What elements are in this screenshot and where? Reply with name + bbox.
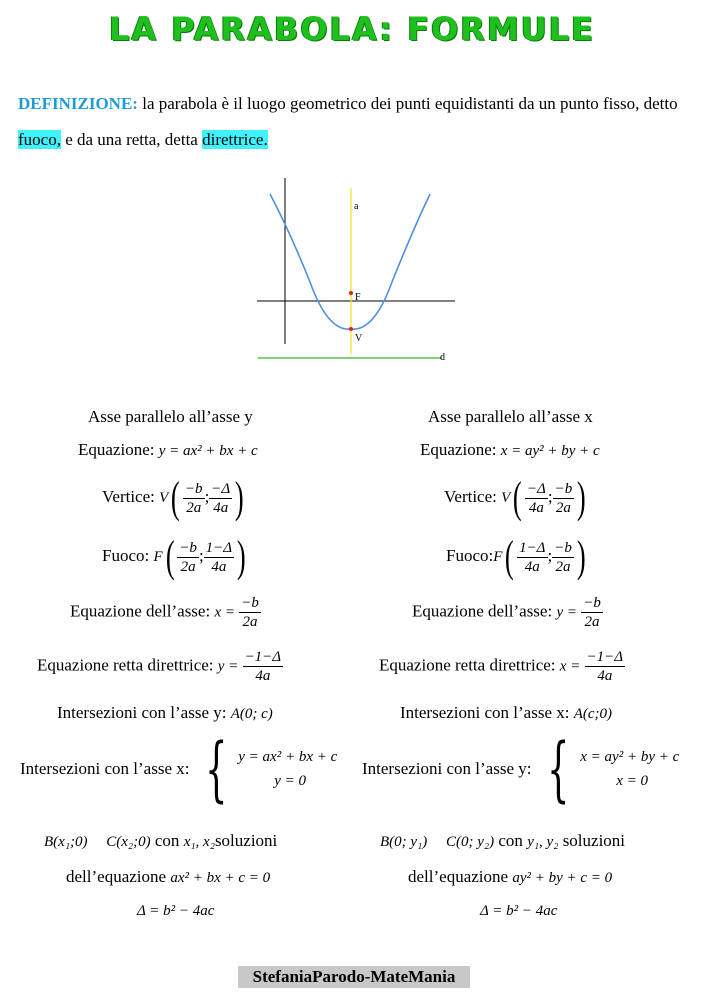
highlight-fuoco: fuoco,	[18, 130, 61, 149]
focus-label: F	[355, 292, 361, 303]
left-intersection-1: Intersezioni con l’asse y: A(0; c)	[57, 703, 273, 722]
page-title: LA PARABOLA: FORMULE	[108, 10, 596, 48]
vertex-point	[349, 327, 353, 331]
left-equation: Equazione: y = ax² + bx + c	[78, 440, 258, 459]
directrix-label: d	[440, 352, 445, 363]
parabola-curve	[270, 194, 430, 329]
right-heading: Asse parallelo all’asse x	[428, 407, 593, 426]
left-focus: Fuoco: F( $\frac{-b}{2a}$ ; $\frac{1-\Delta}{4a}$ )	[102, 532, 246, 581]
right-vertex: Vertice: V( $\frac{-\Delta}{4a}$ ; $\frac{-b}{2a}$ )	[444, 473, 586, 522]
right-equation: Equazione: x = ay² + by + c	[420, 440, 600, 459]
vertex-label: V	[355, 333, 363, 344]
left-axis-equation: Equazione dell’asse: x = $\frac{-b}{2a}$	[70, 595, 259, 630]
right-equation-of: dell’equazione ay² + by + c = 0	[408, 867, 613, 886]
right-roots: B(0; y₁) C(0; y₂) con y₁, y₂ soluzioni	[380, 831, 626, 850]
highlight-direttrice: direttrice.	[202, 130, 268, 149]
focus-point	[349, 291, 353, 295]
right-directrix-equation: Equazione retta direttrice: x = $\frac{-1-\Delta}{4a}$	[379, 649, 624, 684]
footer-author: StefaniaParodo-MateMania	[238, 966, 470, 988]
left-directrix-equation: Equazione retta direttrice: y = $\frac{-1-\Delta}{4a}$	[37, 649, 282, 684]
left-heading: Asse parallelo all’asse y	[88, 407, 253, 426]
right-intersection-1: Intersezioni con l’asse x: A(c;0)	[400, 703, 613, 722]
definition-text-2: e da una retta, detta	[60, 130, 203, 149]
left-equation-of: dell’equazione ax² + bx + c = 0	[66, 867, 271, 886]
right-intersection-2: Intersezioni con l’asse y: { x = ay² + by + c x = 0	[362, 728, 680, 810]
right-delta: Δ = b² − 4ac	[480, 903, 558, 919]
axis-a-label: a	[354, 201, 359, 212]
parabola-graph	[250, 172, 460, 372]
left-vertex: Vertice: V( $\frac{-b}{2a}$ ; $\frac{-\Delta}{4a}$ )	[102, 473, 244, 522]
definition	[18, 86, 694, 158]
definition-text-1: la parabola è il luogo geometrico dei punti equidistanti da un punto fisso, detto	[142, 94, 678, 113]
right-focus: Fuoco:F( $\frac{1-\Delta}{4a}$ ; $\frac{-b}{2a}$ )	[446, 532, 586, 581]
left-roots: B(x₁;0) C(x₂;0) con x₁, x₂soluzioni	[44, 831, 278, 850]
left-delta: Δ = b² − 4ac	[137, 903, 215, 919]
left-intersection-2: Intersezioni con l’asse x: { y = ax² + bx + c y = 0	[20, 728, 338, 810]
right-axis-equation: Equazione dell’asse: y = $\frac{-b}{2a}$	[412, 595, 601, 630]
definition-label: DEFINIZIONE:	[18, 94, 138, 113]
